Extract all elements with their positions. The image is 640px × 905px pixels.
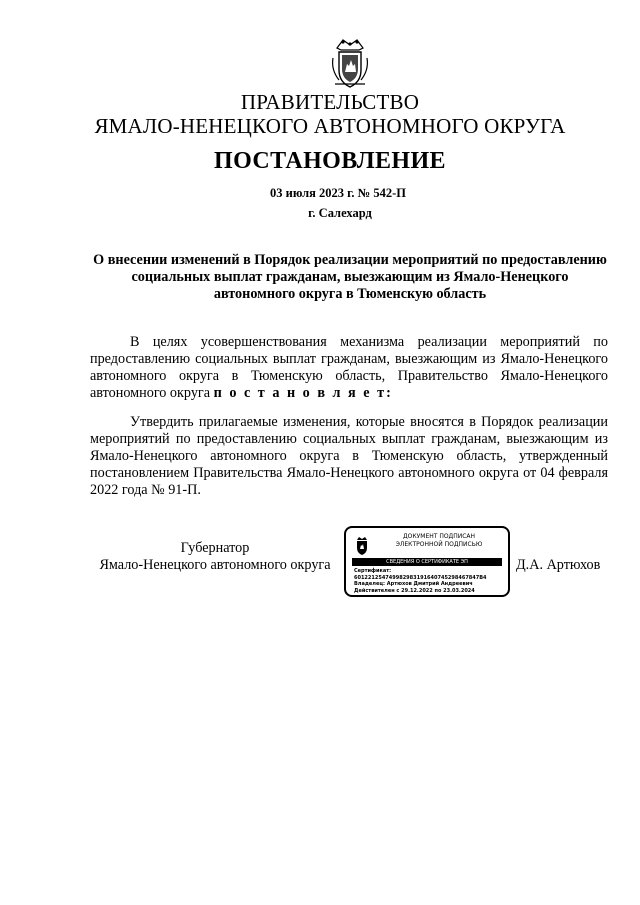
position-region: Ямало-Ненецкого автономного округа	[99, 557, 331, 573]
stamp-header-line2: ЭЛЕКТРОННОЙ ПОДПИСЬЮ	[395, 541, 483, 548]
document-city: г. Салехард	[308, 206, 372, 220]
body-paragraph-1	[90, 334, 608, 402]
stamp-emblem-icon	[354, 536, 370, 556]
electronic-signature-stamp	[344, 526, 510, 597]
document-date-number: 03 июля 2023 г. № 542-П	[270, 186, 406, 200]
resolves-emphasis: п о с т а н о в л я е т:	[213, 385, 393, 401]
position-title: Губернатор	[180, 540, 250, 556]
stamp-cert-number: 601221254749982983191640745298467847B4	[354, 574, 487, 581]
body-paragraph-2: Утвердить прилагаемые изменения, которые вносятся в Порядок реализации мероприятий по предоставлению социальных выплат гражданам, выезжающим из Ямало-Ненецкого автономного округа в Тюменскую область, утвержденный постановлением Правительства Ямало-Ненецкого автономного округа от 04 февраля 2022 года № 91-П.	[90, 414, 608, 498]
government-name-line1: ПРАВИТЕЛЬСТВО	[240, 90, 420, 114]
stamp-header	[372, 533, 506, 549]
paragraph-1-text: В целях усовершенствования механизма реализации мероприятий по предоставлению социальных выплат гражданам, выезжающим из Ямало-Ненецкого автономного округа в Тюменскую область, Правительство Ямало-Ненецкого автономного округа	[90, 334, 608, 401]
stamp-cert-label: Сертификат:	[354, 568, 392, 574]
stamp-header-line1: ДОКУМЕНТ ПОДПИСАН	[402, 533, 476, 540]
stamp-details	[354, 568, 506, 594]
signatory-name: Д.А. Артюхов	[516, 557, 601, 573]
coat-of-arms-emblem	[329, 36, 371, 90]
stamp-certificate-bar: СВЕДЕНИЯ О СЕРТИФИКАТЕ ЭП	[352, 558, 502, 566]
government-name-line2: ЯМАЛО-НЕНЕЦКОГО АВТОНОМНОГО ОКРУГА	[94, 114, 566, 138]
stamp-owner: Владелец: Артюхов Дмитрий Андреевич	[354, 581, 473, 587]
document-type-heading: ПОСТАНОВЛЕНИЕ	[214, 148, 446, 174]
stamp-validity: Действителен с 29.12.2022 по 23.03.2024	[354, 587, 475, 594]
document-title: О внесении изменений в Порядок реализации мероприятий по предоставлению социальных выплат гражданам, выезжающим из Ямало-Ненецкого автономного округа в Тюменскую область	[93, 252, 607, 302]
signatory-position	[90, 540, 340, 574]
